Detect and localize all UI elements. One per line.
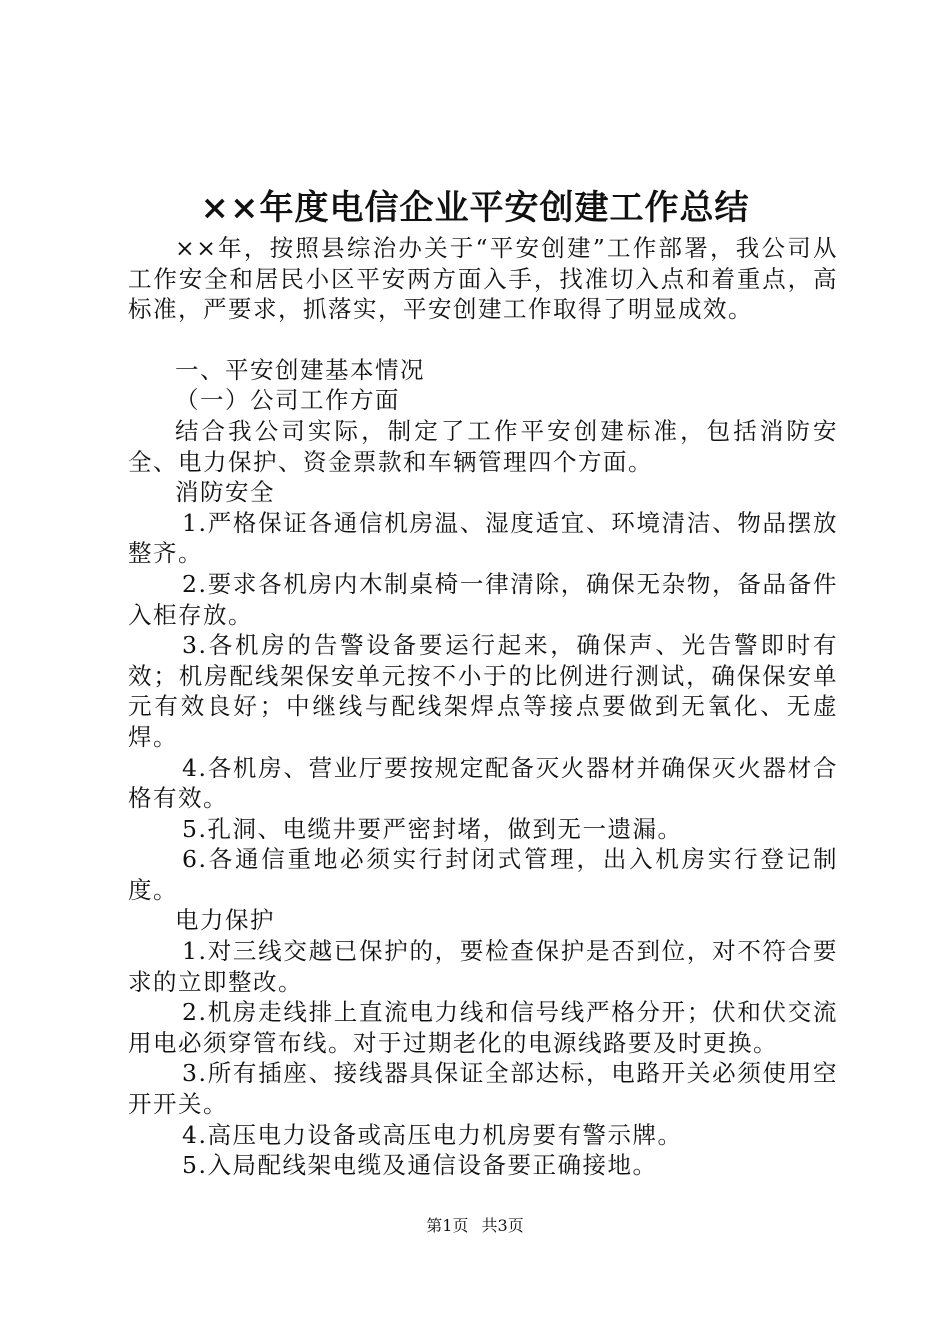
fire-item: 1.严格保证各通信机房温、湿度适宜、环境清洁、物品摆放整齐。 xyxy=(128,508,838,568)
section-heading: 一、平安创建基本情况 xyxy=(175,355,425,384)
power-protection-heading: 电力保护 xyxy=(175,906,275,935)
fire-item: 2.要求各机房内木制桌椅一律清除，确保无杂物，备品备件入柜存放。 xyxy=(128,569,838,629)
subsection-heading: （一）公司工作方面 xyxy=(175,386,400,415)
page-number: 第1页 xyxy=(426,1216,469,1235)
document-title: ××年度电信企业平安创建工作总结 xyxy=(200,188,750,228)
power-item: 4.高压电力设备或高压电力机房要有警示牌。 xyxy=(182,1120,683,1149)
power-item: 3.所有插座、接线器具保证全部达标，电路开关必须使用空开开关。 xyxy=(128,1059,838,1119)
page-total: 共3页 xyxy=(481,1216,524,1235)
page-footer xyxy=(0,1215,950,1237)
fire-safety-heading: 消防安全 xyxy=(175,478,275,507)
fire-item: 6.各通信重地必须实行封闭式管理，出入机房实行登记制度。 xyxy=(128,845,838,904)
fire-item: 4.各机房、营业厅要按规定配备灭火器材并确保灭火器材合格有效。 xyxy=(128,753,838,813)
power-item: 1.对三线交越已保护的，要检查保护是否到位，对不符合要求的立即整改。 xyxy=(128,937,838,996)
fire-item: 5.孔洞、电缆井要严密封堵，做到无一遗漏。 xyxy=(182,814,683,843)
subsection-paragraph: 结合我公司实际，制定了工作平安创建标准，包括消防安全、电力保护、资金票款和车辆管理四个方面。 xyxy=(128,416,838,476)
intro-paragraph: ××年，按照县综治办关于“平安创建”工作部署，我公司从工作安全和居民小区平安两方面入手，找准切入点和着重点，高标准，严要求，抓落实，平安创建工作取得了明显成效。 xyxy=(128,234,838,324)
power-item: 5.入局配线架电缆及通信设备要正确接地。 xyxy=(182,1151,658,1180)
fire-item: 3.各机房的告警设备要运行起来，确保声、光告警即时有效；机房配线架保安单元按不小于的比例进行测试，确保保安单元有效良好；中继线与配线架焊点等接点要做到无氧化、无虚焊。 xyxy=(128,631,838,751)
document-body xyxy=(128,233,838,1181)
power-item: 2.机房走线排上直流电力线和信号线严格分开；伏和伏交流用电必须穿管布线。对于过期老化的电源线路要及时更换。 xyxy=(128,998,838,1057)
